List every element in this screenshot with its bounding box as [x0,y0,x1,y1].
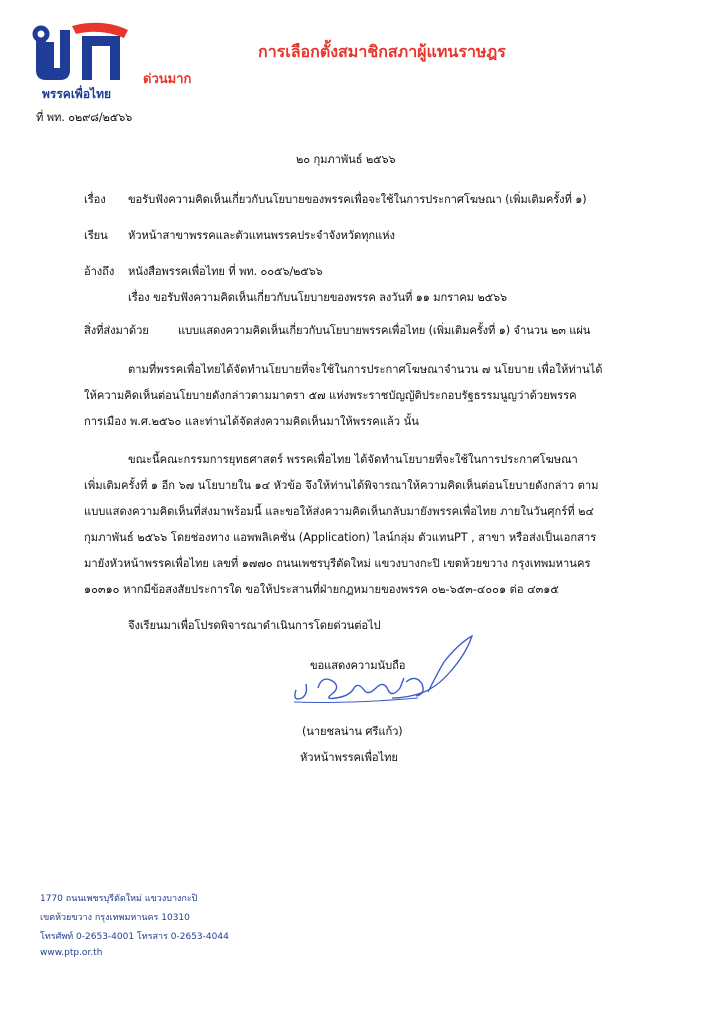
paragraph-2-line: เพิ่มเติมครั้งที่ ๑ อีก ๖๗ นโยบายใน ๑๔ หัวข้อ จึงให้ท่านได้พิจารณาให้ความคิดเห็นต่อนโยบายดังกล่าว ตาม [84,479,599,492]
paragraph-2-line: แบบแสดงความคิดเห็นที่ส่งมาพร้อมนี้ และขอให้ส่งความคิดเห็นกลับมายังพรรคเพื่อไทย ภายในวันศุกร์ที่ ๒๔ [84,505,595,518]
signer-name: (นายชลน่าน ศรีแก้ว) [302,725,403,738]
paragraph-1-line: การเมือง พ.ศ.๒๕๖๐ และท่านได้จัดส่งความคิดเห็นมาให้พรรคแล้ว นั้น [84,415,419,428]
footer-address-line-2: เขตห้วยขวาง กรุงเทพมหานคร 10310 [40,913,190,923]
paragraph-2-line: ๑๐๓๑๐ หากมีข้อสงสัยประการใด ขอให้ประสานที่ฝ่ายกฎหมายของพรรค ๐๒-๖๕๓-๔๐๐๑ ต่อ ๔๓๑๕ [84,583,559,596]
reference-line-1: หนังสือพรรคเพื่อไทย ที่ พท. ๐๐๕๖/๒๕๖๖ [128,265,323,278]
closing-request: จึงเรียนมาเพื่อโปรดพิจารณาดำเนินการโดยด่วนต่อไป [128,619,381,632]
urgency-label: ด่วนมาก [143,72,192,87]
enclosure-text: แบบแสดงความคิดเห็นเกี่ยวกับนโยบายพรรคเพื่อไทย (เพิ่มเติมครั้งที่ ๑) จำนวน ๒๓ แผ่น [178,324,591,337]
paragraph-2-line: กุมภาพันธ์ ๒๕๖๖ โดยช่องทาง แอพพลิเคชั่น (Application) ไลน์กลุ่ม ตัวแทนPT , สาขา หรือส่งเป็นเอกสาร [84,531,597,544]
footer-address-line-1: 1770 ถนนเพชรบุรีตัดใหม่ แขวงบางกะปิ [40,894,198,904]
enclosure-label: สิ่งที่ส่งมาด้วย [84,324,149,337]
party-logo-mark [32,22,132,84]
letter-date: ๒๐ กุมภาพันธ์ ๒๕๖๖ [296,153,396,166]
reference-label: อ้างถึง [84,265,115,278]
party-logo [32,22,132,101]
paragraph-1-line: ให้ความคิดเห็นต่อนโยบายดังกล่าวตามมาตรา ๕๗ แห่งพระราชบัญญัติประกอบรัฐธรรมนูญว่าด้วยพรรค [84,389,577,402]
signature-image [288,632,478,712]
regards-text: ขอแสดงความนับถือ [310,659,406,672]
party-name-logo-text: พรรคเพื่อไทย [42,87,112,101]
reference-number: ที่ พท. ๐๒๙๘/๒๕๖๖ [36,111,133,124]
recipient-text: หัวหน้าสาขาพรรคและตัวแทนพรรคประจำจังหวัดทุกแห่ง [128,229,395,242]
footer-phone: โทรศัพท์ 0-2653-4001 โทรสาร 0-2653-4044 [40,932,229,942]
header-title: การเลือกตั้งสมาชิกสภาผู้แทนราษฎร [258,42,506,61]
recipient-label: เรียน [84,229,108,242]
paragraph-2-line: มายังหัวหน้าพรรคเพื่อไทย เลขที่ ๑๗๗๐ ถนนเพชรบุรีตัดใหม่ แขวงบางกะปิ เขตห้วยขวาง กรุงเทพมหานคร [84,557,591,570]
subject-label: เรื่อง [84,193,106,206]
footer-website[interactable]: www.ptp.or.th [40,948,103,958]
paragraph-1-line: ตามที่พรรคเพื่อไทยได้จัดทำนโยบายที่จะใช้ในการประกาศโฆษณาจำนวน ๗ นโยบาย เพื่อให้ท่านได้ [128,363,603,376]
signer-title: หัวหน้าพรรคเพื่อไทย [300,751,398,764]
reference-line-2: เรื่อง ขอรับฟังความคิดเห็นเกี่ยวกับนโยบายของพรรค ลงวันที่ ๑๑ มกราคม ๒๕๖๖ [128,291,508,304]
paragraph-2-line: ขณะนี้คณะกรรมการยุทธศาสตร์ พรรคเพื่อไทย ได้จัดทำนโยบายที่จะใช้ในการประกาศโฆษณา [128,453,578,466]
subject-text: ขอรับฟังความคิดเห็นเกี่ยวกับนโยบายของพรรคเพื่อจะใช้ในการประกาศโฆษณา (เพิ่มเติมครั้งที่ ๑) [128,193,587,206]
